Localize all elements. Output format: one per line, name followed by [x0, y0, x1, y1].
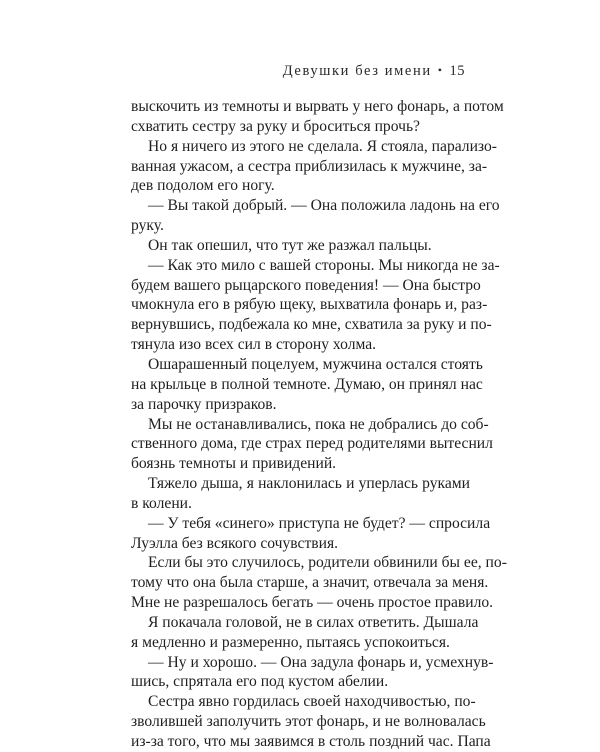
book-title: Девушки без имени — [282, 63, 432, 79]
text-line: чмокнула его в рябую щеку, выхватила фонарь и, раз- — [131, 296, 488, 314]
separator-bullet: • — [437, 63, 444, 77]
text-line: Если бы это случилось, родители обвинили бы ее, по- — [148, 554, 507, 572]
text-line: руку. — [131, 217, 164, 235]
text-line: тому что она была старше, а значит, отвечала за меня. — [131, 574, 489, 592]
text-line: Мы не останавливались, пока не добрались до соб- — [148, 415, 489, 433]
paragraph — [131, 236, 470, 256]
paragraph — [131, 196, 500, 236]
text-line: в колени. — [131, 494, 192, 512]
paragraph — [131, 553, 507, 613]
text-line: Я покачала головой, не в силах ответить. Дышала — [148, 613, 479, 631]
text-line: — Ну и хорошо. — Она задула фонарь и, усмехнув- — [148, 653, 494, 671]
running-head — [283, 63, 465, 80]
paragraph — [131, 256, 500, 355]
text-line: дев подолом его ногу. — [131, 177, 275, 195]
text-line: — У тебя «синего» приступа не будет? — спросила — [148, 514, 491, 532]
paragraph — [131, 137, 497, 197]
paragraph — [131, 355, 483, 415]
text-line: Он так опешил, что тут же разжал пальцы. — [148, 236, 432, 254]
paragraph — [131, 613, 479, 653]
text-line: выскочить из темноты и вырвать у него фонарь, а потом — [131, 98, 504, 115]
text-line: зволившей заполучить этот фонарь, и не волновалась — [131, 713, 486, 731]
text-line: Сестра явно гордилась своей находчивостью, по- — [148, 693, 476, 711]
paragraph — [131, 692, 491, 752]
text-line: — Как это мило с вашей стороны. Мы никогда не за- — [148, 256, 500, 274]
text-line: Но я ничего из этого не сделала. Я стояла, парализо- — [148, 137, 497, 155]
text-line: Ошарашенный поцелуем, мужчина остался стоять — [148, 355, 483, 373]
text-line: ванная ужасом, а сестра приблизилась к мужчине, за- — [131, 157, 488, 175]
paragraph — [131, 653, 494, 693]
page-number: 15 — [449, 63, 465, 79]
text-line: на крыльце в полной темноте. Думаю, он принял нас — [131, 375, 483, 393]
paragraph — [131, 474, 470, 514]
paragraph — [131, 97, 504, 137]
text-line: за парочку призраков. — [131, 395, 277, 413]
text-line: — Вы такой добрый. — Она положила ладонь на его — [148, 197, 500, 215]
text-line: я медленно и размеренно, пытаясь успокоиться. — [131, 633, 450, 651]
text-line: Луэлла без всякого сочувствия. — [131, 534, 339, 552]
text-line: боязнь темноты и привидений. — [131, 455, 337, 473]
text-line: будем вашего рыцарского поведения! — Она быстро — [131, 276, 481, 294]
text-line: из-за того, что мы заявимся в столь поздний час. Папа — [131, 733, 491, 750]
text-line: схватить сестру за руку и броситься прочь? — [131, 117, 420, 135]
text-line: Мне не разрешалось бегать — очень простое правило. — [131, 594, 494, 612]
text-line: тянула изо всех сил в сторону холма. — [131, 336, 377, 354]
text-line: Тяжело дыша, я наклонилась и уперлась руками — [148, 475, 470, 493]
body-text — [131, 97, 507, 752]
text-line: вернувшись, подбежала ко мне, схватила за руку и по- — [131, 316, 492, 334]
text-line: ственного дома, где страх перед родителями вытеснил — [131, 435, 493, 453]
paragraph — [131, 514, 491, 554]
paragraph — [131, 415, 493, 475]
text-line: шись, спрятала его под кустом абелии. — [131, 673, 389, 691]
